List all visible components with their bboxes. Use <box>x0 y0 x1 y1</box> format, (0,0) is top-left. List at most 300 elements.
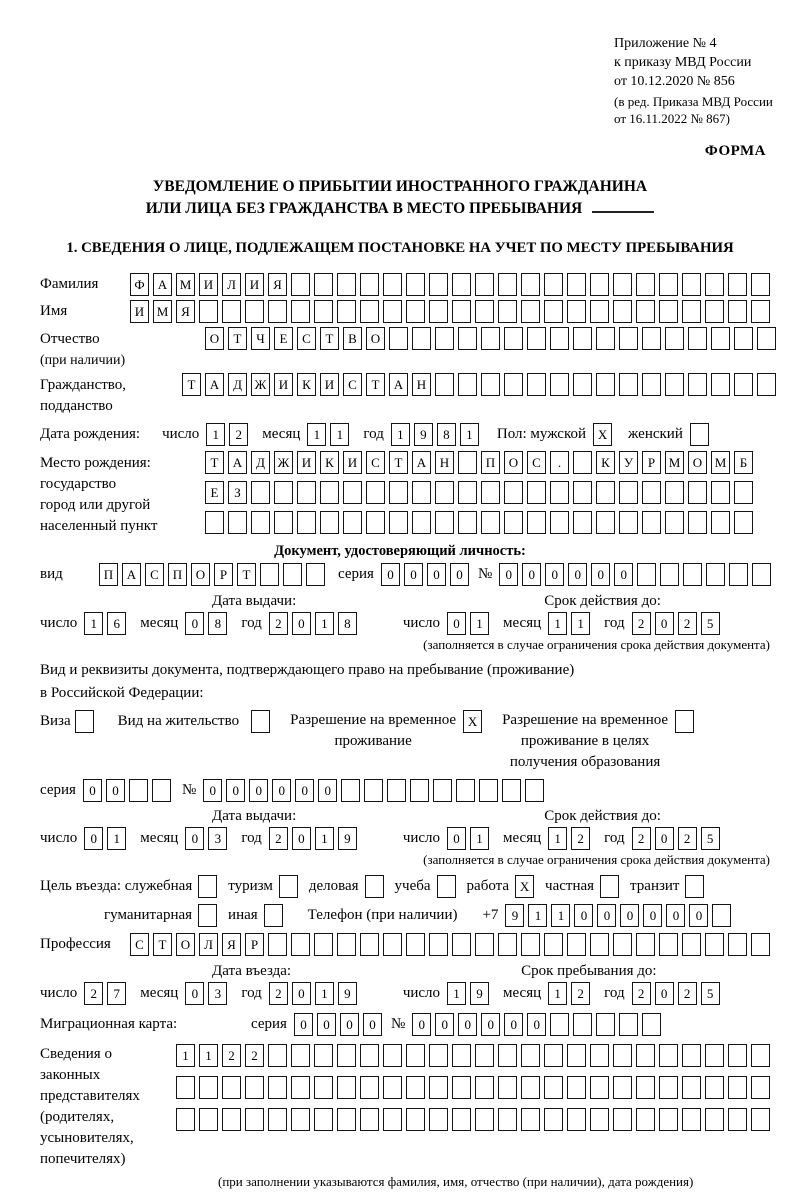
char-box <box>636 1108 655 1131</box>
surname-boxes <box>130 273 770 296</box>
char-box <box>711 481 730 504</box>
char-box <box>596 1013 615 1036</box>
char-box <box>314 1108 333 1131</box>
char-box <box>498 300 517 323</box>
char-box <box>452 300 471 323</box>
char-box <box>729 563 748 586</box>
residence-doc-text-2: в Российской Федерации: <box>40 685 204 701</box>
temp-residence-checkbox <box>463 710 482 733</box>
char-box <box>567 933 586 956</box>
char-box <box>659 933 678 956</box>
char-box <box>711 327 730 350</box>
char-box <box>274 511 293 534</box>
char-box: 0 <box>226 779 245 802</box>
char-box: Д <box>228 373 247 396</box>
char-box: 0 <box>340 1013 359 1036</box>
char-box: К <box>320 451 339 474</box>
char-box <box>260 563 279 586</box>
char-box: 1 <box>571 612 590 635</box>
char-box <box>521 933 540 956</box>
char-box <box>337 933 356 956</box>
char-box: X <box>463 710 482 733</box>
char-box <box>567 1076 586 1099</box>
char-box <box>452 1108 471 1131</box>
char-box <box>734 481 753 504</box>
surname-label: Фамилия <box>40 276 99 292</box>
field-birthdate-sex <box>0 423 800 446</box>
char-box <box>636 1044 655 1067</box>
char-box: О <box>176 933 195 956</box>
char-box: 1 <box>460 423 479 446</box>
res-valid-month-boxes <box>548 827 590 850</box>
annex-amendment-note <box>614 93 800 127</box>
char-box <box>550 1013 569 1036</box>
stay-day-boxes <box>447 982 489 1005</box>
char-box <box>573 373 592 396</box>
sex-female-label: женский <box>628 426 683 442</box>
char-box: 1 <box>548 827 567 850</box>
char-box: 0 <box>412 1013 431 1036</box>
field-citizenship <box>0 373 800 417</box>
char-box <box>383 933 402 956</box>
char-box: 0 <box>458 1013 477 1036</box>
char-box <box>636 300 655 323</box>
char-box <box>222 1108 241 1131</box>
purpose-humanitarian-label: гуманитарная <box>104 907 193 923</box>
char-box: 0 <box>655 827 674 850</box>
char-box <box>757 373 776 396</box>
id-doc-header: Документ, удостоверяющий личность: <box>274 543 526 559</box>
char-box <box>596 373 615 396</box>
char-box: 0 <box>481 1013 500 1036</box>
char-box <box>728 273 747 296</box>
migcard-label: Миграционная карта: <box>40 1016 178 1032</box>
char-box <box>728 1044 747 1067</box>
field-migration-card <box>0 1013 800 1036</box>
res-valid-until-header: Срок действия до: <box>544 808 661 824</box>
field-birthplace <box>0 451 800 541</box>
char-box <box>659 273 678 296</box>
char-box: 2 <box>269 612 288 635</box>
char-box <box>360 933 379 956</box>
char-box: П <box>481 451 500 474</box>
id-valid-until-header: Срок действия до: <box>544 593 661 609</box>
char-box <box>636 1076 655 1099</box>
char-box <box>544 273 563 296</box>
firstname-label: Имя <box>40 303 68 319</box>
birthplace-row-1 <box>205 451 753 474</box>
char-box: М <box>665 451 684 474</box>
char-box <box>291 300 310 323</box>
char-box <box>685 875 704 898</box>
char-box: С <box>297 327 316 350</box>
char-box <box>711 373 730 396</box>
year-label: год <box>363 426 384 442</box>
char-box <box>412 481 431 504</box>
char-box <box>613 273 632 296</box>
char-box <box>360 1108 379 1131</box>
field-patronymic <box>0 327 800 371</box>
id-doc-type-boxes <box>99 563 325 586</box>
char-box <box>682 933 701 956</box>
char-box: Е <box>205 481 224 504</box>
char-box <box>660 563 679 586</box>
char-box: 1 <box>528 904 547 927</box>
char-box: А <box>412 451 431 474</box>
patronymic-label: Отчество (при наличии) <box>40 331 126 368</box>
char-box <box>600 875 619 898</box>
char-box: 1 <box>315 612 334 635</box>
purpose-other-option <box>228 904 283 927</box>
title-line-2: ИЛИ ЛИЦА БЕЗ ГРАЖДАНСТВА В МЕСТО ПРЕБЫВАНИЯ <box>0 198 800 220</box>
char-box: И <box>245 273 264 296</box>
char-box <box>297 481 316 504</box>
char-box: С <box>343 373 362 396</box>
char-box: 1 <box>307 423 326 446</box>
char-box <box>683 563 702 586</box>
char-box: У <box>619 451 638 474</box>
id-valid-month-boxes <box>548 612 590 635</box>
char-box: С <box>527 451 546 474</box>
char-box <box>682 1044 701 1067</box>
month-label: месяц <box>262 426 301 442</box>
char-box <box>75 710 94 733</box>
char-box <box>544 1076 563 1099</box>
char-box: 1 <box>330 423 349 446</box>
char-box <box>636 273 655 296</box>
char-box <box>527 511 546 534</box>
char-box <box>665 373 684 396</box>
char-box <box>452 1076 471 1099</box>
char-box: 0 <box>435 1013 454 1036</box>
annex-reference <box>614 34 800 91</box>
char-box <box>642 511 661 534</box>
char-box <box>481 373 500 396</box>
char-box: 0 <box>597 904 616 927</box>
char-box <box>456 779 475 802</box>
char-box: 1 <box>176 1044 195 1067</box>
char-box <box>573 451 592 474</box>
char-box <box>198 904 217 927</box>
char-box <box>383 273 402 296</box>
sex-female-checkbox <box>690 423 709 446</box>
res-doc-dates: число 0 1 месяц 0 3 год 2 0 1 9 число 0 1 месяц 1 2 год 2 0 2 5 <box>0 827 800 850</box>
sex-male-label: Пол: мужской <box>496 426 587 442</box>
char-box <box>688 327 707 350</box>
residence-doc-text-1: Вид и реквизиты документа, подтверждающего право на пребывание (проживание) <box>40 662 575 678</box>
char-box <box>728 933 747 956</box>
patronymic-boxes <box>205 327 776 350</box>
char-box <box>314 1076 333 1099</box>
char-box: 0 <box>447 827 466 850</box>
char-box <box>314 933 333 956</box>
birth-day-boxes <box>206 423 248 446</box>
char-box <box>544 300 563 323</box>
char-box <box>341 779 360 802</box>
char-box <box>550 327 569 350</box>
char-box <box>504 511 523 534</box>
char-box <box>365 875 384 898</box>
char-box <box>479 779 498 802</box>
char-box <box>682 1108 701 1131</box>
char-box: 0 <box>317 1013 336 1036</box>
char-box <box>251 511 270 534</box>
char-box: 0 <box>185 612 204 635</box>
char-box: 2 <box>269 982 288 1005</box>
char-box <box>619 327 638 350</box>
char-box: 1 <box>206 423 225 446</box>
char-box: 0 <box>447 612 466 635</box>
char-box <box>590 1044 609 1067</box>
temp-residence-label: Разрешение на временное проживание <box>290 712 457 749</box>
char-box: М <box>711 451 730 474</box>
char-box: 0 <box>450 563 469 586</box>
char-box <box>320 511 339 534</box>
char-box <box>458 327 477 350</box>
char-box: А <box>153 273 172 296</box>
char-box <box>222 300 241 323</box>
char-box: 0 <box>568 563 587 586</box>
visa-label: Виза <box>40 713 71 729</box>
field-id-doc <box>0 563 800 586</box>
char-box <box>637 563 656 586</box>
title-line-1: УВЕДОМЛЕНИЕ О ПРИБЫТИИ ИНОСТРАННОГО ГРАЖДАНИНА <box>152 178 648 195</box>
char-box <box>264 904 283 927</box>
char-box <box>475 300 494 323</box>
char-box <box>705 1044 724 1067</box>
char-box <box>705 933 724 956</box>
char-box: А <box>205 373 224 396</box>
guardians-label: Сведения о законных представителях (родителях, усыновителях, попечителях) <box>40 1046 140 1167</box>
char-box: 1 <box>548 612 567 635</box>
char-box <box>751 1076 770 1099</box>
char-box: Т <box>237 563 256 586</box>
char-box <box>314 300 333 323</box>
char-box <box>452 1044 471 1067</box>
char-box: В <box>343 327 362 350</box>
char-box: И <box>274 373 293 396</box>
char-box: 0 <box>655 612 674 635</box>
char-box <box>406 1076 425 1099</box>
char-box: 0 <box>614 563 633 586</box>
char-box <box>521 300 540 323</box>
char-box <box>383 300 402 323</box>
purpose-tourism-option <box>228 875 298 898</box>
char-box <box>706 563 725 586</box>
char-box <box>383 1108 402 1131</box>
field-surname <box>0 273 800 296</box>
char-box <box>291 1076 310 1099</box>
char-box: Т <box>320 327 339 350</box>
char-box <box>734 327 753 350</box>
id-doc-number-boxes <box>499 563 771 586</box>
char-box <box>590 1076 609 1099</box>
char-box <box>712 904 731 927</box>
migcard-number-label: № <box>390 1016 406 1032</box>
char-box: А <box>122 563 141 586</box>
char-box <box>251 710 270 733</box>
birthdate-label: Дата рождения: <box>40 426 141 442</box>
purpose-tourism-checkbox <box>279 875 298 898</box>
purpose-private-label: частная <box>545 878 595 894</box>
citizenship-label: Гражданство, подданство <box>40 377 127 414</box>
char-box <box>728 300 747 323</box>
char-box: 1 <box>470 612 489 635</box>
stay-until-header: Срок пребывания до: <box>521 963 657 979</box>
char-box <box>475 1108 494 1131</box>
res-valid-year-boxes <box>632 827 720 850</box>
char-box: 0 <box>655 982 674 1005</box>
char-box: 2 <box>632 982 651 1005</box>
id-valid-year-boxes <box>632 612 720 635</box>
char-box: Ч <box>251 327 270 350</box>
char-box <box>245 1076 264 1099</box>
char-box: Д <box>251 451 270 474</box>
citizenship-boxes <box>182 373 776 396</box>
char-box: 1 <box>548 982 567 1005</box>
char-box <box>435 511 454 534</box>
char-box <box>521 1076 540 1099</box>
char-box: С <box>130 933 149 956</box>
char-box <box>452 933 471 956</box>
char-box <box>751 1108 770 1131</box>
char-box <box>590 1108 609 1131</box>
char-box: И <box>320 373 339 396</box>
char-box: 5 <box>701 827 720 850</box>
char-box: 2 <box>678 827 697 850</box>
annex-line: Приложение № 4 <box>614 36 717 51</box>
id-doc-number-label: № <box>477 566 493 582</box>
char-box <box>590 933 609 956</box>
res-issue-month-boxes <box>185 827 227 850</box>
char-box <box>481 511 500 534</box>
char-box: 0 <box>185 827 204 850</box>
char-box <box>429 933 448 956</box>
purpose-study-option <box>395 875 456 898</box>
char-box: 0 <box>295 779 314 802</box>
char-box <box>406 933 425 956</box>
entry-day-boxes <box>84 982 126 1005</box>
char-box <box>274 481 293 504</box>
char-box <box>389 511 408 534</box>
char-box: 0 <box>504 1013 523 1036</box>
char-box <box>619 373 638 396</box>
phone-boxes <box>505 904 731 927</box>
char-box <box>343 511 362 534</box>
purpose-business-checkbox <box>365 875 384 898</box>
char-box <box>199 1076 218 1099</box>
char-box: 2 <box>571 827 590 850</box>
char-box <box>665 511 684 534</box>
char-box <box>412 327 431 350</box>
char-box: 0 <box>292 827 311 850</box>
char-box <box>320 481 339 504</box>
char-box: Т <box>366 373 385 396</box>
id-issue-date-header: Дата выдачи: <box>212 593 297 609</box>
char-box: И <box>297 451 316 474</box>
char-box: Н <box>435 451 454 474</box>
purpose-private-option <box>545 875 619 898</box>
birthplace-row-3 <box>205 511 753 534</box>
char-box <box>682 273 701 296</box>
char-box: 0 <box>203 779 222 802</box>
char-box <box>590 273 609 296</box>
char-box <box>682 1076 701 1099</box>
char-box: 2 <box>229 423 248 446</box>
res-series-label: серия <box>40 782 76 798</box>
char-box: 2 <box>222 1044 241 1067</box>
char-box: Я <box>176 300 195 323</box>
char-box <box>435 481 454 504</box>
char-box: 1 <box>391 423 410 446</box>
purpose-transit-option <box>630 875 704 898</box>
char-box <box>573 1013 592 1036</box>
char-box: 7 <box>107 982 126 1005</box>
char-box <box>752 563 771 586</box>
char-box <box>389 481 408 504</box>
char-box <box>412 511 431 534</box>
char-box <box>283 563 302 586</box>
char-box: Н <box>412 373 431 396</box>
char-box: 0 <box>249 779 268 802</box>
char-box <box>705 1076 724 1099</box>
char-box: З <box>228 481 247 504</box>
entry-date-headers <box>0 963 800 980</box>
purpose-humanitarian-option <box>104 904 217 927</box>
char-box <box>366 481 385 504</box>
char-box: И <box>130 300 149 323</box>
purpose-work-checkbox <box>515 875 534 898</box>
entry-month-boxes <box>185 982 227 1005</box>
phone-label: Телефон (при наличии) <box>307 907 458 923</box>
char-box <box>751 933 770 956</box>
id-issue-year-boxes <box>269 612 357 635</box>
day-label: число <box>162 426 200 442</box>
char-box <box>291 1108 310 1131</box>
char-box: 0 <box>427 563 446 586</box>
stay-year-boxes <box>632 982 720 1005</box>
char-box: X <box>515 875 534 898</box>
char-box: 1 <box>315 982 334 1005</box>
char-box <box>751 1044 770 1067</box>
purpose-private-checkbox <box>600 875 619 898</box>
entry-stay-dates: число 2 7 месяц 0 3 год 2 0 1 9 число 1 9 месяц 1 2 год 2 0 2 5 <box>0 982 800 1005</box>
char-box: 2 <box>84 982 103 1005</box>
field-firstname <box>0 300 800 323</box>
char-box: 1 <box>551 904 570 927</box>
char-box: 0 <box>689 904 708 927</box>
char-box: К <box>297 373 316 396</box>
field-profession <box>0 933 800 956</box>
char-box <box>306 563 325 586</box>
purpose-work-label: работа <box>466 878 510 894</box>
guardians-row-2 <box>176 1076 770 1099</box>
char-box <box>757 327 776 350</box>
char-box <box>337 1076 356 1099</box>
residence-permit-checkbox <box>251 710 270 733</box>
char-box: 9 <box>470 982 489 1005</box>
char-box <box>573 327 592 350</box>
char-box <box>429 273 448 296</box>
char-box <box>525 779 544 802</box>
char-box <box>360 1076 379 1099</box>
char-box: 1 <box>199 1044 218 1067</box>
char-box <box>433 779 452 802</box>
id-doc-series-label: серия <box>338 566 374 582</box>
char-box: 0 <box>666 904 685 927</box>
purpose-transit-checkbox <box>685 875 704 898</box>
char-box: О <box>205 327 224 350</box>
